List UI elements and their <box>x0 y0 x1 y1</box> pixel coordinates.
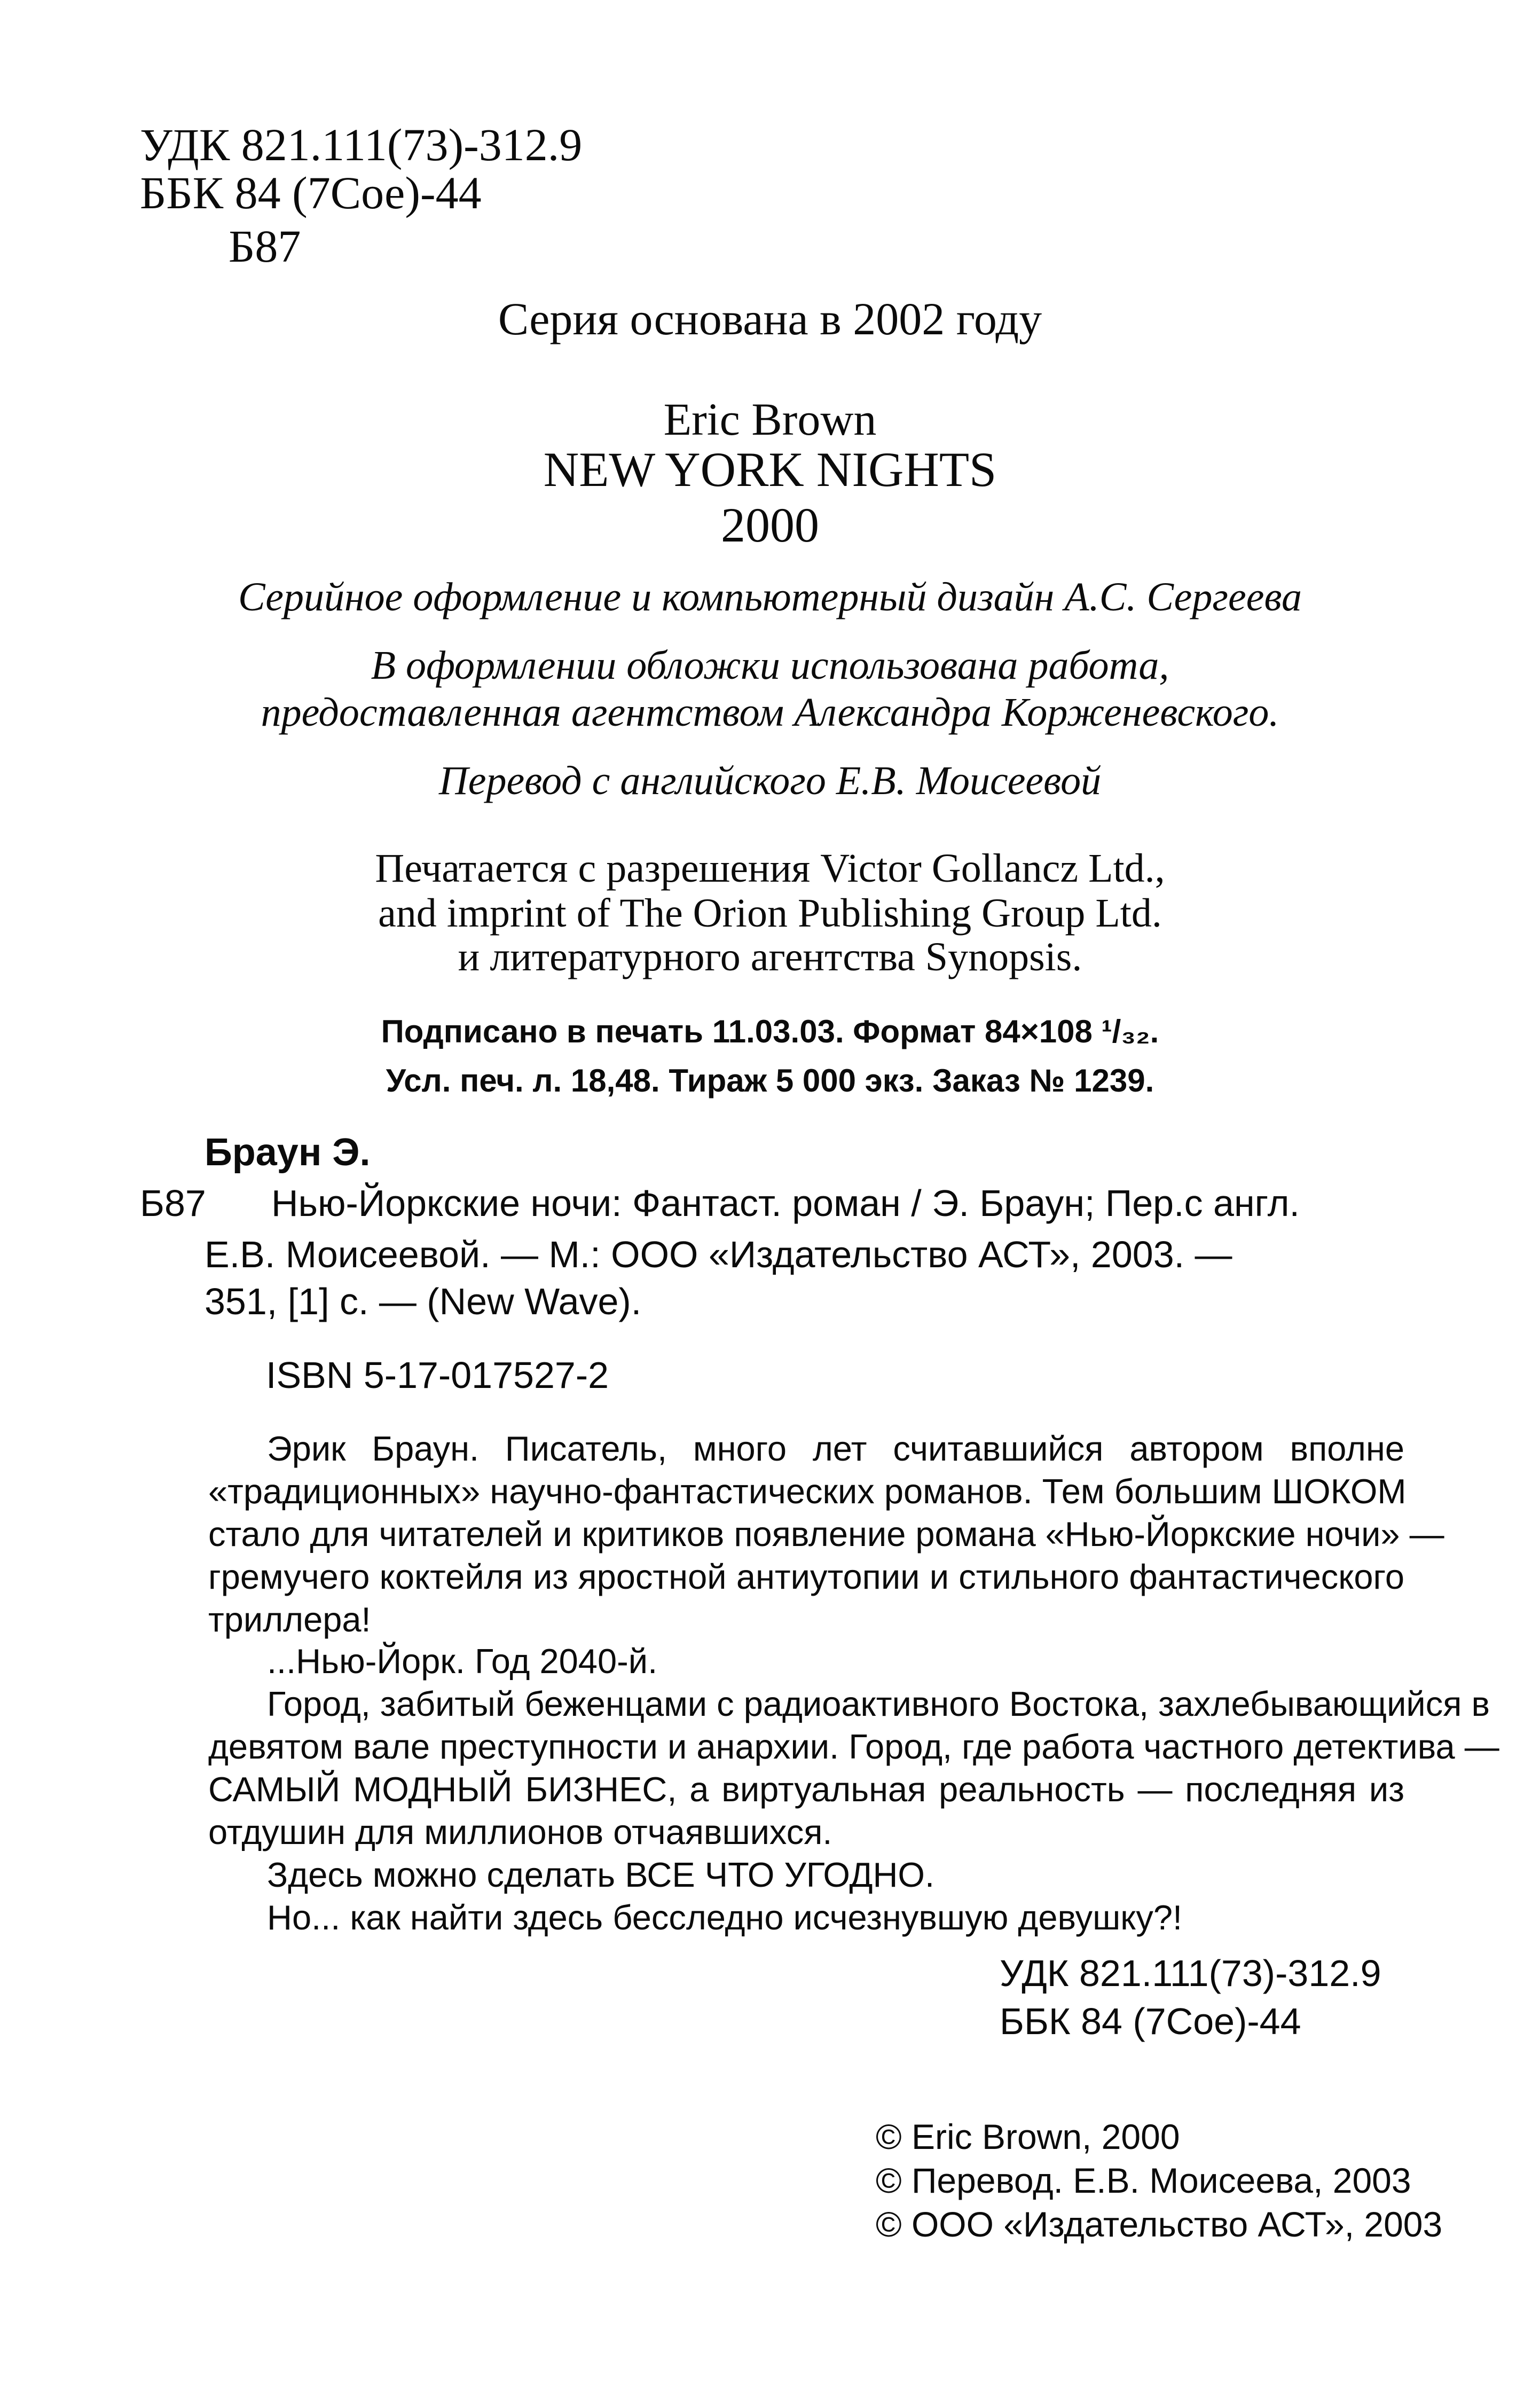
original-author: Eric Brown <box>663 394 877 445</box>
cover-credit-line-1: В оформлении обложки использована работа, <box>371 643 1169 688</box>
catalog-line-3: 351, [1] с. — (New Wave). <box>205 1281 642 1322</box>
annotation-city-line-1: Город, забитый беженцами с радиоактивного Востока, захлебывающийся в <box>267 1684 1490 1723</box>
bbk-code: ББК 84 (7Сое)-44 <box>140 167 482 218</box>
design-credit: Серийное оформление и компьютерный дизайн А.С. Сергеева <box>238 575 1302 619</box>
rights-line-3: и литературного агентства Synopsis. <box>458 935 1082 979</box>
copyright-author: © Eric Brown, 2000 <box>876 2117 1180 2156</box>
annotation-city-line-3: САМЫЙ МОДНЫЙ БИЗНЕС, а виртуальная реальность — последняя из <box>208 1770 1404 1809</box>
annotation-question: Но... как найти здесь бесследно исчезнувшую девушку?! <box>267 1898 1183 1937</box>
original-year: 2000 <box>721 498 819 552</box>
annotation-line-2: «традиционных» научно-фантастических романов. Тем большим ШОКОМ <box>208 1472 1407 1511</box>
catalog-author: Браун Э. <box>205 1131 371 1174</box>
footer-bbk-code: ББК 84 (7Сое)-44 <box>1000 2000 1301 2042</box>
original-title: NEW YORK NIGHTS <box>543 442 997 497</box>
copyright-translation: © Перевод. Е.В. Моисеева, 2003 <box>876 2161 1411 2200</box>
cover-credit-line-2: предоставленная агентством Александра Корженевского. <box>261 690 1279 735</box>
print-info-line-2: Усл. печ. л. 18,48. Тираж 5 000 экз. Заказ № 1239. <box>386 1063 1154 1099</box>
annotation-anything: Здесь можно сделать ВСЕ ЧТО УГОДНО. <box>267 1855 935 1894</box>
rights-line-2: and imprint of The Orion Publishing Group Ltd. <box>378 891 1162 936</box>
catalog-line-2: Е.В. Моисеевой. — М.: ООО «Издательство АСТ», 2003. — <box>205 1234 1232 1275</box>
print-info-line-1: Подписано в печать 11.03.03. Формат 84×108 ¹/₃₂. <box>381 1014 1159 1049</box>
rights-line-1: Печатается с разрешения Victor Gollancz Ltd., <box>375 846 1165 891</box>
series-note: Серия основана в 2002 году <box>498 293 1042 344</box>
annotation-new-york: ...Нью-Йорк. Год 2040-й. <box>267 1642 658 1681</box>
annotation-line-5: триллера! <box>208 1600 371 1639</box>
catalog-code: Б87 <box>140 1182 206 1224</box>
copyright-publisher: © ООО «Издательство АСТ», 2003 <box>876 2204 1443 2244</box>
annotation-city-line-2: девятом вале преступности и анархии. Город, где работа частного детектива — <box>208 1727 1499 1766</box>
annotation-line-3: стало для читателей и критиков появление романа «Нью-Йоркские ночи» — <box>208 1515 1444 1553</box>
annotation-line-4: гремучего коктейля из яростной антиутопии и стильного фантастического <box>208 1557 1404 1596</box>
translation-credit: Перевод с английского Е.В. Моисеевой <box>438 758 1102 803</box>
isbn: ISBN 5-17-017527-2 <box>266 1354 609 1396</box>
udk-code: УДК 821.111(73)-312.9 <box>140 119 583 170</box>
footer-udk-code: УДК 821.111(73)-312.9 <box>1000 1952 1381 1994</box>
author-mark: Б87 <box>229 221 301 272</box>
annotation-line-1: Эрик Браун. Писатель, много лет считавшийся автором вполне <box>267 1429 1404 1468</box>
catalog-line-1: Нью-Йоркские ночи: Фантаст. роман / Э. Браун; Пер.с англ. <box>271 1182 1300 1224</box>
annotation-city-line-4: отдушин для миллионов отчаявшихся. <box>208 1812 832 1851</box>
